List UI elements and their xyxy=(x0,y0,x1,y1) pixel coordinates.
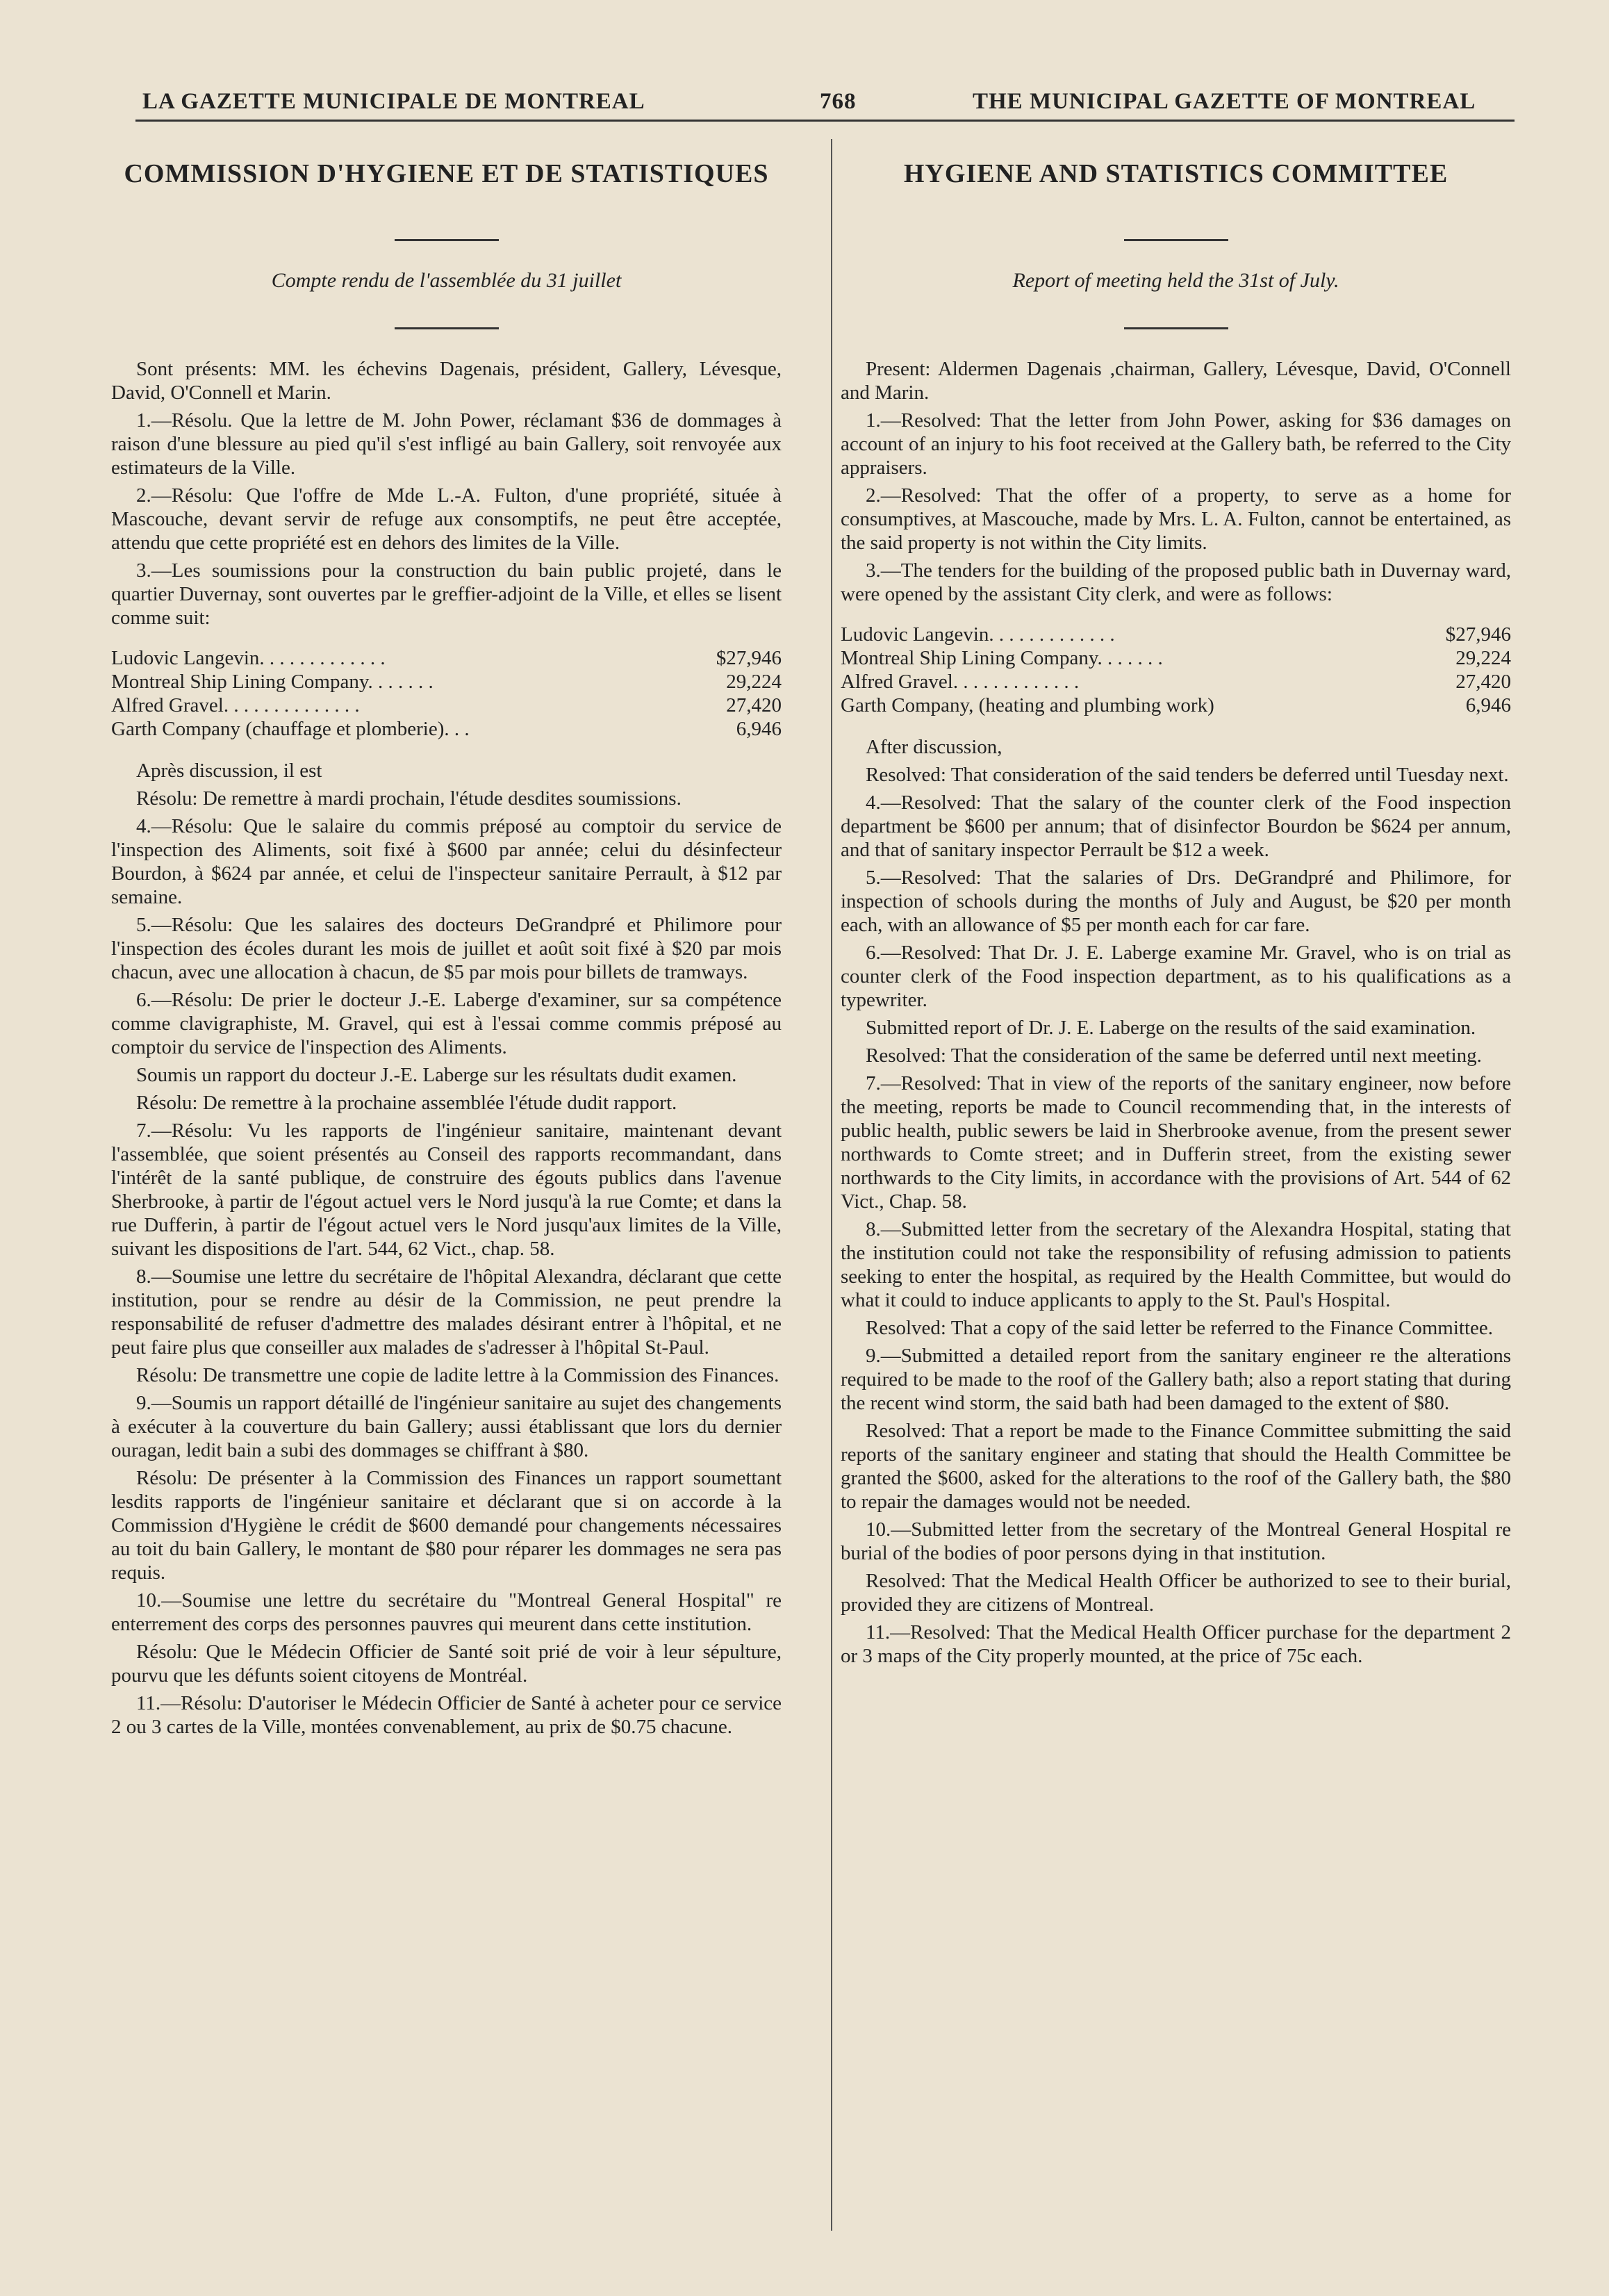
tender-row xyxy=(841,646,1511,670)
tender-name: Montreal Ship Lining Company. . . . . . . xyxy=(111,671,434,693)
paragraph: Soumis un rapport du docteur J.-E. Laberge sur les résultats dudit examen. xyxy=(136,1064,737,1086)
paragraph: Present: Aldermen Dagenais ,chairman, Gallery, Lévesque, David, O'Connell and Marin. xyxy=(841,358,1511,404)
tender-name: Alfred Gravel. . . . . . . . . . . . . xyxy=(841,671,1080,693)
paragraph: Résolu: Que le Médecin Officier de Santé soit prié de voir à leur sépulture, pourvu que les défunts soient citoyens de Montréal. xyxy=(111,1641,782,1687)
paragraph: Resolved: That consideration of the said tenders be deferred until Tuesday next. xyxy=(866,764,1509,786)
paragraph: 8.—Submitted letter from the secretary of the Alexandra Hospital, stating that the institution could not take the responsibility of refusing admission to patients seeking to enter the hospital, as required by the Health Committee, but would do what it could to induce applicants to apply to the St. Paul's Hospital. xyxy=(841,1218,1511,1311)
paragraph: 6.—Resolved: That Dr. J. E. Laberge examine Mr. Gravel, who is on trial as counter clerk of the Food inspection department, as to his qualifications as a typewriter. xyxy=(841,942,1511,1011)
section-rule xyxy=(1124,327,1228,329)
paragraph: After discussion, xyxy=(866,736,1002,758)
paragraph: Résolu: De remettre à la prochaine assemblée l'étude dudit rapport. xyxy=(136,1092,677,1114)
tender-amount: $27,946 xyxy=(1445,623,1511,646)
paragraph: Résolu: De remettre à mardi prochain, l'étude desdites soumissions. xyxy=(136,787,682,810)
header-left-title: LA GAZETTE MUNICIPALE DE MONTREAL xyxy=(142,89,645,114)
header-rule xyxy=(135,120,1515,122)
paragraph: 9.—Soumis un rapport détaillé de l'ingénieur sanitaire au sujet des changements à exécuter à la couverture du bain Gallery; aussi établissant que lors du dernier ouragan, ledit bain a subi des dommages se chiffrant à $80. xyxy=(111,1392,782,1461)
english-title: HYGIENE AND STATISTICS COMMITTEE xyxy=(903,159,1449,188)
french-paragraphs-intro xyxy=(111,357,782,630)
english-tenders-table xyxy=(841,623,1511,717)
paragraph: 8.—Soumise une lettre du secrétaire de l'hôpital Alexandra, déclarant que cette institution, pour se rendre au désir de la Commission, ne peut prendre la responsabilité de refuser d'admettre des malades désirant entrer à l'hôpital, et ne peut faire plus que conseiller aux malades de s'adresser à l'hôpital St-Paul. xyxy=(111,1265,782,1359)
paragraph: Resolved: That the Medical Health Officer be authorized to see to their burial, provided they are citizens of Montreal. xyxy=(841,1570,1511,1616)
paragraph: 5.—Resolved: That the salaries of Drs. DeGrandpré and Philimore, for inspection of schools during the months of July and August, be $20 per month each, with an allowance of $5 per month each for car fare. xyxy=(841,867,1511,936)
tender-amount: 27,420 xyxy=(1455,671,1511,693)
tender-row xyxy=(111,694,782,717)
tender-name: Garth Company, (heating and plumbing work) xyxy=(841,694,1214,716)
paragraph: 2.—Résolu: Que l'offre de Mde L.-A. Fulton, d'une propriété, située à Mascouche, devant servir de refuge aux consomptifs, ne peut être acceptée, attendu que cette propriété est en dehors des limites de la Ville. xyxy=(111,484,782,554)
french-paragraphs-body xyxy=(111,759,782,1739)
tender-row xyxy=(841,694,1511,717)
tender-name: Alfred Gravel. . . . . . . . . . . . . . xyxy=(111,694,360,716)
paragraph: 7.—Resolved: That in view of the reports of the sanitary engineer, now before the meeting, reports be made to Council recommending that, in the interests of public health, public sewers be laid in Sherbrooke avenue, from the present sewer northwards to Comte street; and in Dufferin street, from the existing sewer northwards to the City limits, in accordance with the provisions of Art. 544 of 62 Vict., Chap. 58. xyxy=(841,1072,1511,1213)
paragraph: Resolved: That a copy of the said letter be referred to the Finance Committee. xyxy=(866,1317,1493,1339)
tender-row xyxy=(841,623,1511,646)
page-number: 768 xyxy=(820,89,857,114)
section-rule xyxy=(395,327,499,329)
tender-name: Montreal Ship Lining Company. . . . . . . xyxy=(841,647,1163,669)
paragraph: 3.—Les soumissions pour la construction du bain public projeté, dans le quartier Duvernay, sont ouvertes par le greffier-adjoint de la Ville, et elles se lisent comme suit: xyxy=(111,559,782,629)
paragraph: 11.—Résolu: D'autoriser le Médecin Officier de Santé à acheter pour ce service 2 ou 3 cartes de la Ville, montées convenablement, au prix de $0.75 chacune. xyxy=(111,1692,782,1738)
english-paragraphs-intro xyxy=(841,357,1511,606)
paragraph: 3.—The tenders for the building of the proposed public bath in Duvernay ward, were opened by the assistant City clerk, and were as follows: xyxy=(841,559,1511,605)
paragraph: 1.—Resolved: That the letter from John Power, asking for $36 damages on account of an injury to his foot received at the Gallery bath, be referred to the City appraisers. xyxy=(841,409,1511,479)
paragraph: 9.—Submitted a detailed report from the sanitary engineer re the alterations required to be made to the roof of the Gallery bath; also a report stating that during the recent wind storm, the said bath had been damaged to the extent of $80. xyxy=(841,1345,1511,1414)
tender-row xyxy=(841,670,1511,694)
paragraph: Submitted report of Dr. J. E. Laberge on the results of the said examination. xyxy=(866,1017,1476,1039)
french-column xyxy=(111,146,782,1743)
tender-amount: 27,420 xyxy=(726,694,782,716)
paragraph: 5.—Résolu: Que les salaires des docteurs DeGrandpré et Philimore pour l'inspection des écoles durant les mois de juillet et août soit fixé à $20 par mois chacun, avec une allocation à chacun, de $5 par mois pour billets de tramways. xyxy=(111,914,782,983)
paragraph: Resolved: That the consideration of the same be deferred until next meeting. xyxy=(866,1044,1482,1067)
tender-row xyxy=(111,717,782,741)
tender-name: Ludovic Langevin. . . . . . . . . . . . . xyxy=(111,647,386,669)
paragraph: 7.—Résolu: Vu les rapports de l'ingénieur sanitaire, maintenant devant l'assemblée, que soient présentés au Conseil des rapports recommandant, dans l'intérêt de la santé publique, de construire des égouts publics dans l'avenue Sherbrooke, à partir de l'égout actuel vers le Nord jusqu'à la rue Comte; et dans la rue Dufferin, à partir de l'égout actuel vers le Nord jusqu'aux limites de la Ville, suivant les dispositions de l'art. 544, 62 Vict., chap. 58. xyxy=(111,1120,782,1260)
paragraph: 4.—Resolved: That the salary of the counter clerk of the Food inspection department be $600 per annum; that of disinfector Bourdon be $624 per annum, and that of sanitary inspector Perrault be $12 a week. xyxy=(841,792,1511,861)
paragraph: 11.—Resolved: That the Medical Health Officer purchase for the department 2 or 3 maps of the City properly mounted, at the price of 75c each. xyxy=(841,1621,1511,1667)
paragraph: 10.—Submitted letter from the secretary of the Montreal General Hospital re burial of the bodies of poor persons dying in that institution. xyxy=(841,1518,1511,1564)
tender-amount: 6,946 xyxy=(736,718,782,740)
tender-amount: $27,946 xyxy=(716,647,782,669)
paragraph: 1.—Résolu. Que la lettre de M. John Power, réclamant $36 de dommages à raison d'une blessure au pied qu'il s'est infligé au bain Gallery, soit renvoyée aux estimateurs de la Ville. xyxy=(111,409,782,479)
paragraph: 2.—Resolved: That the offer of a property, to serve as a home for consumptives, at Mascouche, made by Mrs. L. A. Fulton, cannot be entertained, as the said property is not within the City limits. xyxy=(841,484,1511,554)
paragraph: Sont présents: MM. les échevins Dagenais, président, Gallery, Lévesque, David, O'Connell et Marin. xyxy=(111,358,782,404)
paragraph: Résolu: De transmettre une copie de ladite lettre à la Commission des Finances. xyxy=(136,1364,779,1386)
french-subtitle: Compte rendu de l'assemblée du 31 juillet xyxy=(271,269,622,292)
tender-name: Ludovic Langevin. . . . . . . . . . . . . xyxy=(841,623,1115,646)
english-subtitle: Report of meeting held the 31st of July. xyxy=(1012,269,1339,292)
tender-row xyxy=(111,670,782,694)
header-right-title: THE MUNICIPAL GAZETTE OF MONTREAL xyxy=(973,89,1476,114)
french-tenders-table xyxy=(111,646,782,741)
paragraph: 6.—Résolu: De prier le docteur J.-E. Laberge d'examiner, sur sa compétence comme clavigraphiste, M. Gravel, qui est à l'essai comme commis préposé au comptoir du service de l'inspection des Aliments. xyxy=(111,989,782,1058)
tender-amount: 29,224 xyxy=(1455,647,1511,669)
tender-row xyxy=(111,646,782,670)
paragraph: Resolved: That a report be made to the Finance Committee submitting the said reports of the sanitary engineer and stating that should the Health Committee be granted the $600, asked for the alterations to the roof of the Gallery bath, the $80 to repair the damages would not be needed. xyxy=(841,1420,1511,1513)
section-rule xyxy=(395,239,499,241)
tender-name: Garth Company (chauffage et plomberie). . . xyxy=(111,718,470,740)
tender-amount: 29,224 xyxy=(726,671,782,693)
paragraph: 4.—Résolu: Que le salaire du commis préposé au comptoir du service de l'inspection des Aliments, soit fixé à $600 par année; celui du désinfecteur Bourdon, à $624 par année, et celui de l'inspecteur sanitaire Perrault, à $12 par semaine. xyxy=(111,815,782,908)
column-divider xyxy=(831,139,832,2231)
french-title: COMMISSION D'HYGIENE ET DE STATISTIQUES xyxy=(124,159,769,188)
section-rule xyxy=(1124,239,1228,241)
tender-amount: 6,946 xyxy=(1465,694,1511,716)
paragraph: 10.—Soumise une lettre du secrétaire du "Montreal General Hospital" re enterrement des corps des personnes pauvres qui meurent dans cette institution. xyxy=(111,1589,782,1635)
english-paragraphs-body xyxy=(841,735,1511,1668)
paragraph: Résolu: De présenter à la Commission des Finances un rapport soumettant lesdits rapports de l'ingénieur sanitaire et déclarant que si on accorde à la Commission d'Hygiène le crédit de $600 demandé pour changements nécessaires au toit du bain Gallery, le montant de $80 pour réparer les dommages ne sera pas requis. xyxy=(111,1467,782,1584)
english-column xyxy=(841,146,1511,1672)
paragraph: Après discussion, il est xyxy=(136,760,322,782)
